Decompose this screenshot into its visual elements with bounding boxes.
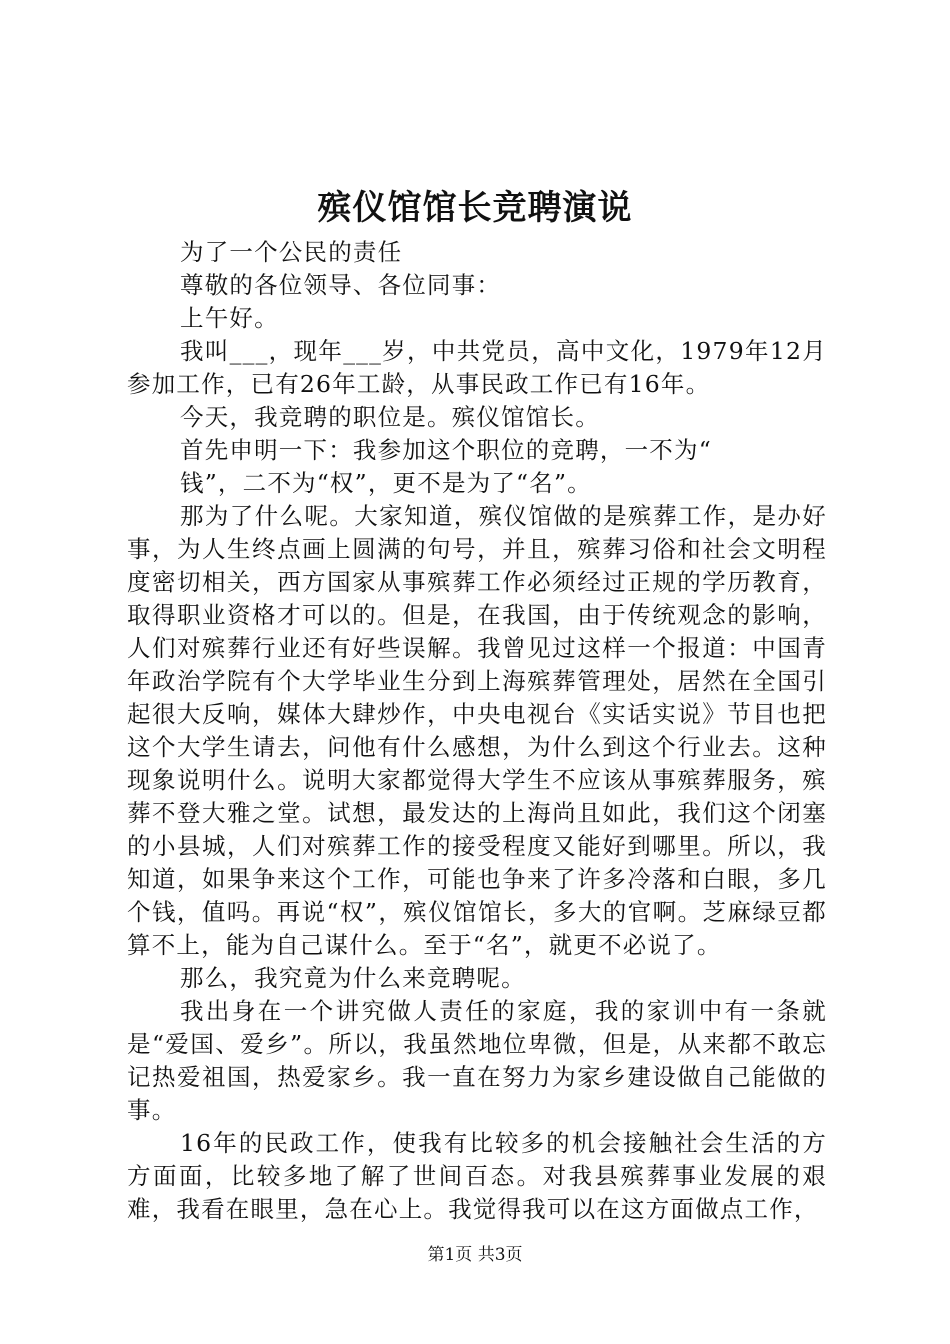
paragraph: 那为了什么呢。大家知道，殡仪馆做的是殡葬工作，是办好事，为人生终点画上圆满的句号，并且，殡葬习俗和社会文明程度密切相关，西方国家从事殡葬工作必须经过正规的学历教育，取得职业资格才可以的。但是，在我国，由于传统观念的影响，人们对殡葬行业还有好些误解。我曾见过这样一个报道：中国青年政治学院有个大学毕业生分到上海殡葬管理处，居然在全国引起很大反响，媒体大肆炒作，中央电视台《实话实说》节目也把这个大学生请去，问他有什么感想，为什么到这个行业去。这种现象说明什么。说明大家都觉得大学生不应该从事殡葬服务，殡葬不登大雅之堂。试想，最发达的上海尚且如此，我们这个闭塞的小县城，人们对殡葬工作的接受程度又能好到哪里。所以，我知道，如果争来这个工作，可能也争来了许多冷落和白眼，多几个钱，值吗。再说“权”，殡仪馆馆长，多大的官啊。芝麻绿豆都算不上，能为自己谋什么。至于“名”，就更不必说了。 bbox=[127, 502, 827, 959]
document-body bbox=[127, 236, 827, 1226]
paragraph: 我叫___，现年___岁，中共党员，高中文化，1979年12月参加工作，已有26年工龄，从事民政工作已有16年。 bbox=[127, 337, 827, 398]
paragraph: 16年的民政工作，使我有比较多的机会接触社会生活的方方面面，比较多地了解了世间百态。对我县殡葬事业发展的艰难，我看在眼里，急在心上。我觉得我可以在这方面做点工作， bbox=[127, 1129, 827, 1223]
paragraph: 上午好。 bbox=[180, 304, 279, 332]
paragraph: 为了一个公民的责任 bbox=[180, 238, 403, 266]
paragraph: 今天，我竞聘的职位是。殡仪馆馆长。 bbox=[180, 403, 600, 431]
page-footer: 第1页 共3页 bbox=[427, 1245, 523, 1265]
paragraph: 我出身在一个讲究做人责任的家庭，我的家训中有一条就是“爱国、爱乡”。所以，我虽然地位卑微，但是，从来都不敢忘记热爱祖国，热爱家乡。我一直在努力为家乡建设做自己能做的事。 bbox=[127, 997, 827, 1124]
paragraph: 尊敬的各位领导、各位同事： bbox=[180, 271, 502, 299]
paragraph: 钱”，二不为“权”，更不是为了“名”。 bbox=[180, 469, 592, 497]
document-title: 殡仪馆馆长竞聘演说 bbox=[317, 188, 633, 228]
paragraph: 那么，我究竟为什么来竞聘呢。 bbox=[180, 964, 526, 992]
paragraph: 首先申明一下：我参加这个职位的竞聘，一不为“ bbox=[180, 436, 712, 464]
